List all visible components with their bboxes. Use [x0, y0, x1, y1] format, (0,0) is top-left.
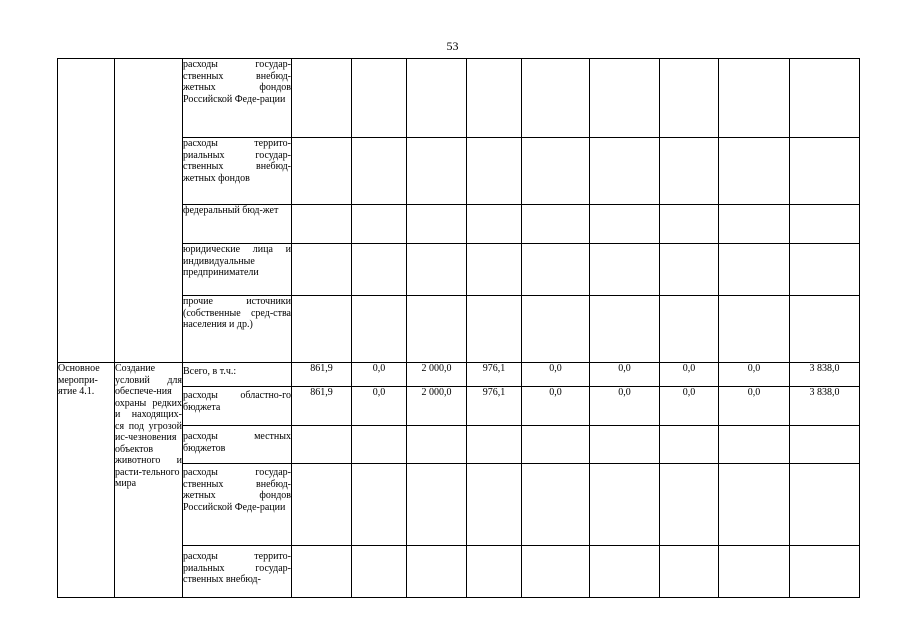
- source-cell: расходы местных бюджетов: [183, 426, 292, 464]
- value-cell: [467, 464, 522, 546]
- value-cell: [719, 244, 790, 296]
- value-cell: [522, 59, 590, 138]
- value-cell: 3 838,0: [790, 363, 860, 387]
- value-cell: [660, 59, 719, 138]
- value-cell: [292, 464, 352, 546]
- value-cell: [719, 59, 790, 138]
- value-cell: 0,0: [352, 363, 407, 387]
- source-cell: Всего, в т.ч.:: [183, 363, 292, 387]
- event-cell: [58, 59, 115, 363]
- value-cell: [660, 296, 719, 363]
- value-cell: [522, 426, 590, 464]
- value-cell: 0,0: [352, 387, 407, 426]
- description-cell: Создание условий для обеспече-ния охраны редких и находящих-ся под угрозой ис-чезновения объектов животного и расти-тельного мира: [115, 363, 183, 598]
- source-cell: юридические лица и индивидуальные предприниматели: [183, 244, 292, 296]
- value-cell: [292, 59, 352, 138]
- value-cell: [292, 546, 352, 598]
- value-cell: [522, 205, 590, 244]
- value-cell: [660, 464, 719, 546]
- value-cell: [590, 205, 660, 244]
- value-cell: [352, 426, 407, 464]
- value-cell: [407, 205, 467, 244]
- value-cell: [719, 464, 790, 546]
- value-cell: 861,9: [292, 387, 352, 426]
- value-cell: [660, 205, 719, 244]
- value-cell: [719, 426, 790, 464]
- value-cell: [590, 426, 660, 464]
- value-cell: [467, 138, 522, 205]
- value-cell: [660, 244, 719, 296]
- value-cell: [352, 546, 407, 598]
- value-cell: [292, 296, 352, 363]
- value-cell: [352, 464, 407, 546]
- value-cell: [590, 296, 660, 363]
- budget-table: [57, 58, 860, 598]
- value-cell: [660, 138, 719, 205]
- value-cell: [790, 205, 860, 244]
- value-cell: [590, 546, 660, 598]
- value-cell: [590, 244, 660, 296]
- value-cell: [719, 546, 790, 598]
- value-cell: 3 838,0: [790, 387, 860, 426]
- value-cell: [352, 59, 407, 138]
- value-cell: [660, 546, 719, 598]
- source-cell: расходы террито-риальных государ-ственных внебюд-жетных фондов: [183, 138, 292, 205]
- value-cell: [467, 546, 522, 598]
- value-cell: 0,0: [522, 387, 590, 426]
- value-cell: [407, 296, 467, 363]
- value-cell: [522, 546, 590, 598]
- value-cell: [719, 138, 790, 205]
- source-cell: прочие источники (собственные сред-ства населения и др.): [183, 296, 292, 363]
- value-cell: 2 000,0: [407, 363, 467, 387]
- value-cell: 0,0: [522, 363, 590, 387]
- value-cell: [719, 205, 790, 244]
- value-cell: [407, 59, 467, 138]
- value-cell: [292, 426, 352, 464]
- value-cell: 0,0: [590, 363, 660, 387]
- value-cell: [790, 464, 860, 546]
- source-cell: федеральный бюд-жет: [183, 205, 292, 244]
- value-cell: 976,1: [467, 363, 522, 387]
- value-cell: [292, 205, 352, 244]
- value-cell: [407, 426, 467, 464]
- value-cell: [790, 426, 860, 464]
- value-cell: [467, 205, 522, 244]
- source-cell: расходы террито-риальных государ-ственных внебюд-: [183, 546, 292, 598]
- value-cell: [407, 138, 467, 205]
- value-cell: [660, 426, 719, 464]
- value-cell: 976,1: [467, 387, 522, 426]
- value-cell: [590, 464, 660, 546]
- value-cell: [407, 464, 467, 546]
- value-cell: [719, 296, 790, 363]
- value-cell: 2 000,0: [407, 387, 467, 426]
- value-cell: [790, 138, 860, 205]
- value-cell: [790, 59, 860, 138]
- value-cell: [352, 296, 407, 363]
- source-cell: расходы государ-ственных внебюд-жетных фондов Российской Феде-рации: [183, 59, 292, 138]
- value-cell: [522, 244, 590, 296]
- table-row: [58, 363, 860, 387]
- value-cell: [590, 138, 660, 205]
- table-row: [58, 59, 860, 138]
- value-cell: [522, 296, 590, 363]
- value-cell: [467, 426, 522, 464]
- value-cell: [292, 138, 352, 205]
- value-cell: [352, 138, 407, 205]
- value-cell: 861,9: [292, 363, 352, 387]
- budget-table-body: [58, 59, 860, 598]
- value-cell: [467, 244, 522, 296]
- value-cell: [407, 244, 467, 296]
- value-cell: [790, 296, 860, 363]
- page-number: 53: [446, 39, 459, 53]
- value-cell: [292, 244, 352, 296]
- value-cell: [407, 546, 467, 598]
- value-cell: 0,0: [719, 363, 790, 387]
- value-cell: 0,0: [719, 387, 790, 426]
- value-cell: [522, 138, 590, 205]
- value-cell: [467, 59, 522, 138]
- value-cell: 0,0: [660, 387, 719, 426]
- value-cell: [352, 244, 407, 296]
- event-cell: Основное меропри-ятие 4.1.: [58, 363, 115, 598]
- description-cell: [115, 59, 183, 363]
- value-cell: 0,0: [590, 387, 660, 426]
- source-cell: расходы областно-го бюджета: [183, 387, 292, 426]
- value-cell: [790, 546, 860, 598]
- value-cell: [522, 464, 590, 546]
- value-cell: 0,0: [660, 363, 719, 387]
- value-cell: [590, 59, 660, 138]
- source-cell: расходы государ-ственных внебюд-жетных фондов Российской Феде-рации: [183, 464, 292, 546]
- value-cell: [352, 205, 407, 244]
- value-cell: [467, 296, 522, 363]
- value-cell: [790, 244, 860, 296]
